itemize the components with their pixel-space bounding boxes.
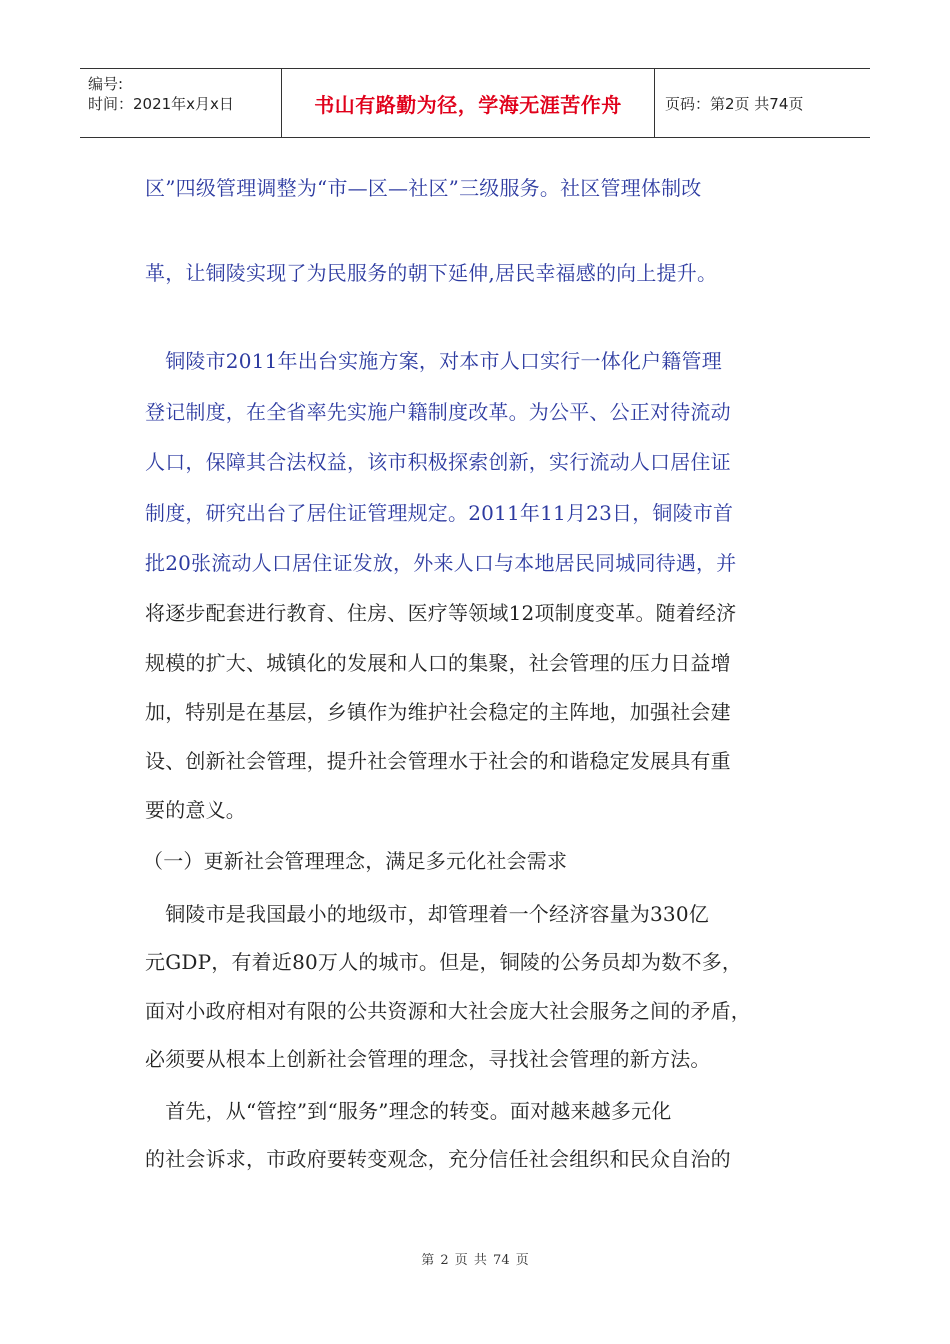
body-line: 规模的扩大、城镇化的发展和人口的集聚，社会管理的压力日益增	[145, 651, 731, 675]
body-line: 区”四级管理调整为“市—区—社区”三级服务。社区管理体制改	[145, 176, 702, 200]
body-line: 铜陵市2011年出台实施方案，对本市人口实行一体化户籍管理	[145, 349, 722, 373]
serial-label: 编号:	[88, 75, 124, 93]
body-line: 要的意义。	[145, 798, 246, 822]
body-line: 加，特别是在基层，乡镇作为维护社会稳定的主阵地，加强社会建	[145, 700, 731, 724]
date-label: 时间：2021年x月x日	[88, 95, 234, 113]
body-line: 设、创新社会管理，提升社会管理水于社会的和谐稳定发展具有重	[145, 749, 731, 773]
header-motto: 书山有路勤为径，学海无涯苦作舟	[282, 69, 655, 137]
body-line: 革，让铜陵实现了为民服务的朝下延伸,居民幸福感的向上提升。	[145, 261, 718, 285]
body-line: 面对小政府相对有限的公共资源和大社会庞大社会服务之间的矛盾，	[145, 999, 751, 1023]
body-line: 批20张流动人口居住证发放，外来人口与本地居民同城同待遇，并	[145, 551, 737, 575]
body-line: 铜陵市是我国最小的地级市，却管理着一个经济容量为330亿	[145, 902, 709, 926]
body-line: 将逐步配套进行教育、住房、医疗等领域12项制度变革。随着经济	[145, 601, 737, 625]
body-line: 的社会诉求，市政府要转变观念，充分信任社会组织和民众自治的	[145, 1147, 731, 1171]
body-line: 必须要从根本上创新社会管理的理念，寻找社会管理的新方法。	[145, 1047, 711, 1071]
header-meta-cell	[80, 69, 282, 137]
body-line: 元GDP，有着近80万人的城市。但是，铜陵的公务员却为数不多，	[145, 950, 743, 974]
body-line: 首先，从“管控”到“服务”理念的转变。面对越来越多元化	[145, 1099, 672, 1123]
section-heading: （一）更新社会管理理念，满足多元化社会需求	[143, 849, 568, 873]
body-line: 登记制度，在全省率先实施户籍制度改革。为公平、公正对待流动	[145, 400, 731, 424]
page-header	[80, 68, 870, 138]
header-page-label: 页码：第2页 共74页	[665, 94, 804, 113]
body-line: 制度，研究出台了居住证管理规定。2011年11月23日，铜陵市首	[145, 501, 734, 525]
body-line: 人口，保障其合法权益，该市积极探索创新，实行流动人口居住证	[145, 450, 731, 474]
page-footer: 第 2 页 共 74 页	[421, 1253, 529, 1268]
